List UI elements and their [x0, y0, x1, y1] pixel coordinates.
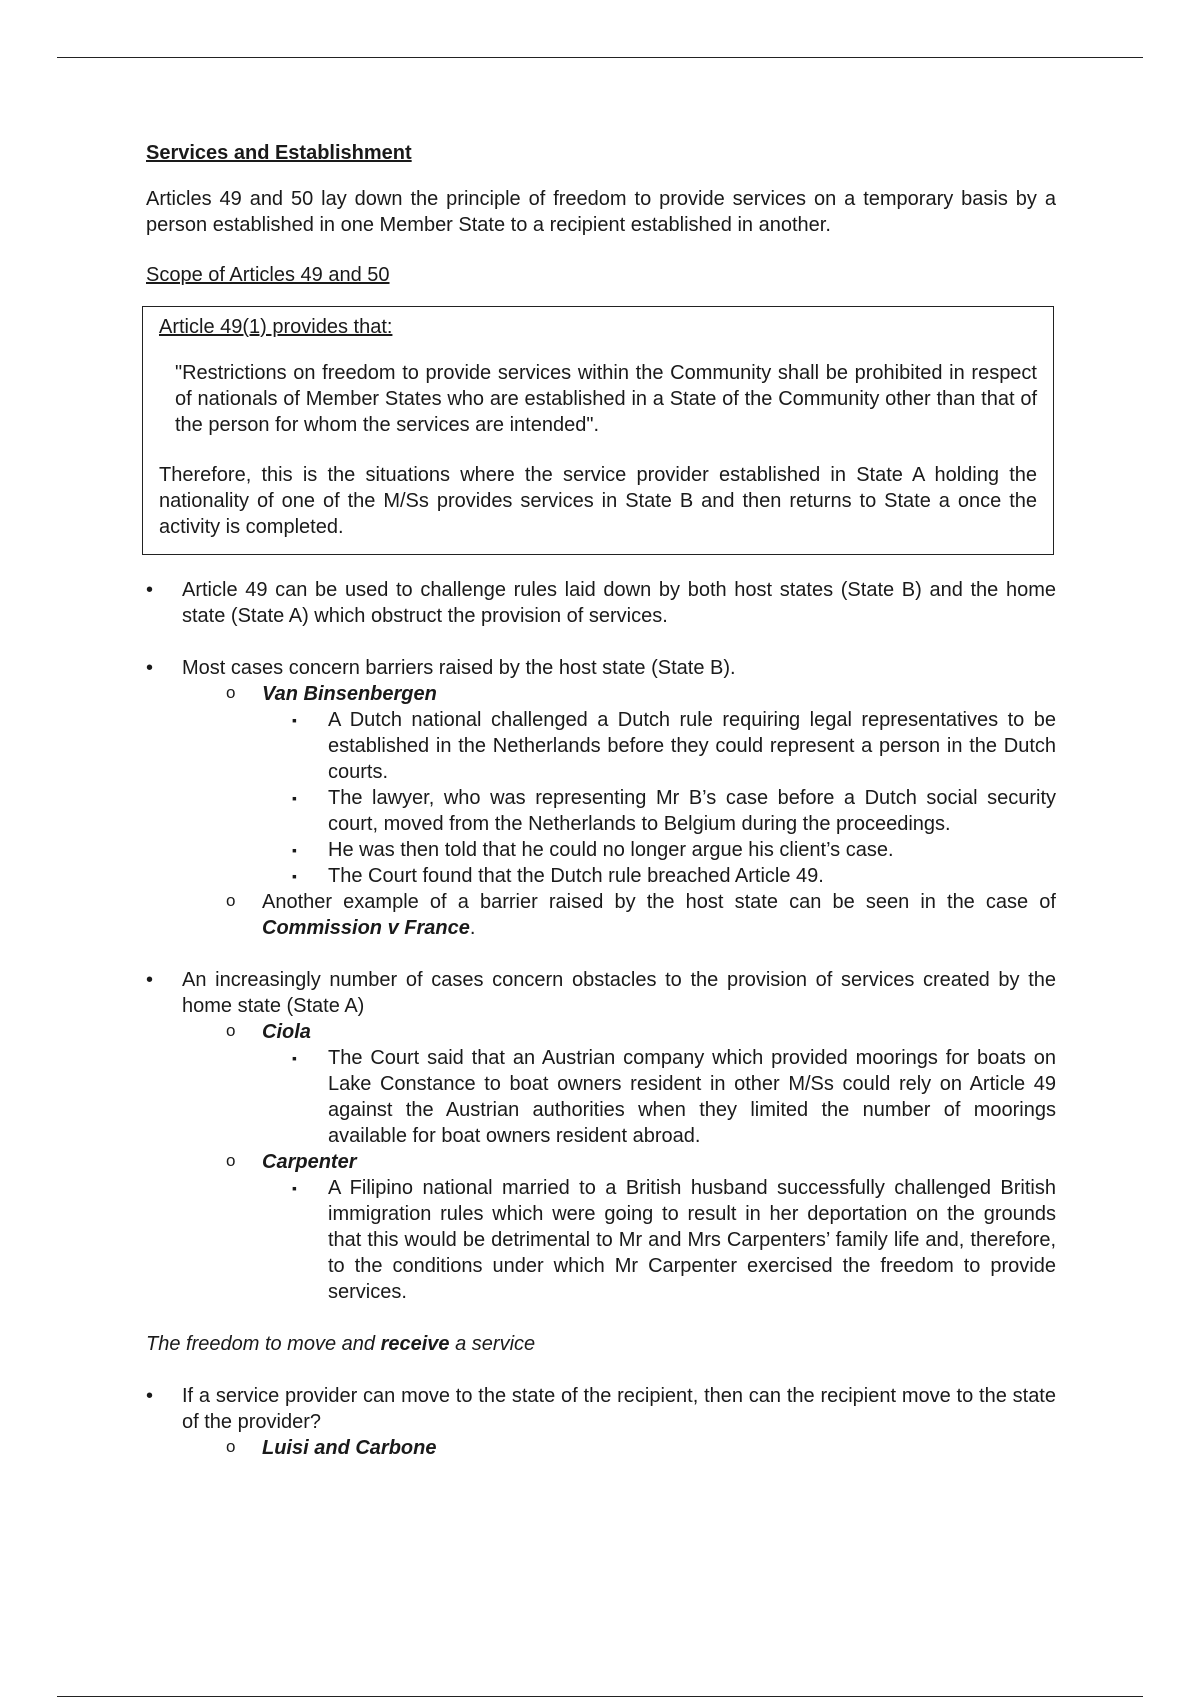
section2-heading-post: a service — [449, 1333, 536, 1355]
bullet-item — [146, 1383, 1056, 1461]
bullet-text: • Most cases concern barriers raised by the host state (State B). — [182, 657, 736, 679]
detail-item: ▪ He was then told that he could no longer argue his client’s case. — [328, 837, 1056, 863]
case-name: Luisi and Carbone — [262, 1437, 437, 1459]
example-text — [262, 889, 1056, 941]
bullet-item — [146, 655, 1056, 941]
detail-item: ▪ The Court said that an Austrian company which provided moorings for boats on Lake Constance to boat owners resident in other M/Ss could rely on Article 49 against the Austrian authorities when they limited the number of moorings available for boat owners resident abroad. — [328, 1045, 1056, 1149]
example-end: . — [469, 917, 476, 939]
detail-list — [262, 707, 1056, 889]
sub-item — [262, 1435, 1056, 1461]
detail-item: ▪ The lawyer, who was representing Mr B’s case before a Dutch social security court, moved from the Netherlands to Belgium during the proceedings. — [328, 785, 1056, 837]
article-quote: "Restrictions on freedom to provide services within the Community shall be prohibited in respect of nationals of Member States who are established in a State of the Community other than that of the person for whom the services are intended". — [175, 362, 1037, 436]
detail-item: ▪ A Filipino national married to a British husband successfully challenged British immigration rules which were going to result in her deportation on the grounds that this would be detrimental to Mr and Mrs Carpenters’ family life and, therefore, to the conditions under which Mr Carpenter exercised the freedom to provide services. — [328, 1175, 1056, 1305]
bullet-text: • Article 49 can be used to challenge rules laid down by both host states (State B) and the home state (State A) which obstruct the provision of services. — [182, 579, 1056, 627]
sub-list — [182, 1019, 1056, 1305]
case-name: Carpenter — [262, 1151, 357, 1173]
sub-list — [182, 1435, 1056, 1461]
article-box — [142, 306, 1054, 555]
case-name: Van Binsenbergen — [262, 683, 437, 705]
article-box-explanation: Therefore, this is the situations where the service provider established in State A holding the nationality of one of the M/Ss provides services in State B and then returns to State a once the activity is completed. — [159, 464, 1037, 538]
bullet-text: • If a service provider can move to the state of the recipient, then can the recipient move to the state of the provider? — [182, 1385, 1056, 1433]
document-page — [146, 140, 1056, 1461]
case-name: Commission v France — [262, 917, 470, 939]
bullet-item — [146, 577, 1056, 629]
example-lead: Another example of a barrier raised by the host state can be seen in the case of — [262, 891, 1056, 913]
header-rule — [57, 57, 1143, 58]
sub-item — [262, 889, 1056, 941]
bullet-list — [146, 1383, 1056, 1461]
scope-subheading: Scope of Articles 49 and 50 — [146, 264, 390, 286]
bullet-item — [146, 967, 1056, 1305]
section2-heading-pre: The freedom to move and — [146, 1333, 381, 1355]
sub-item — [262, 681, 1056, 889]
article-box-heading: Article 49(1) provides that: — [159, 316, 393, 338]
section2-heading-bold: receive — [380, 1333, 450, 1355]
detail-item: ▪ A Dutch national challenged a Dutch rule requiring legal representatives to be established in the Netherlands before they could represent a person in the Dutch courts. — [328, 707, 1056, 785]
detail-list — [262, 1045, 1056, 1149]
section-heading: Services and Establishment — [146, 142, 412, 164]
intro-paragraph: Articles 49 and 50 lay down the principle of freedom to provide services on a temporary basis by a person established in one Member State to a recipient established in another. — [146, 188, 1056, 236]
sub-item — [262, 1019, 1056, 1149]
bullet-list — [146, 577, 1056, 1305]
detail-item: ▪ The Court found that the Dutch rule breached Article 49. — [328, 863, 1056, 889]
detail-list — [262, 1175, 1056, 1305]
bullet-text: • An increasingly number of cases concern obstacles to the provision of services created by the home state (State A) — [182, 969, 1056, 1017]
section2-heading — [146, 1331, 1056, 1357]
footer-rule — [57, 1696, 1143, 1697]
sub-list — [182, 681, 1056, 941]
sub-item — [262, 1149, 1056, 1305]
case-name: Ciola — [262, 1021, 311, 1043]
